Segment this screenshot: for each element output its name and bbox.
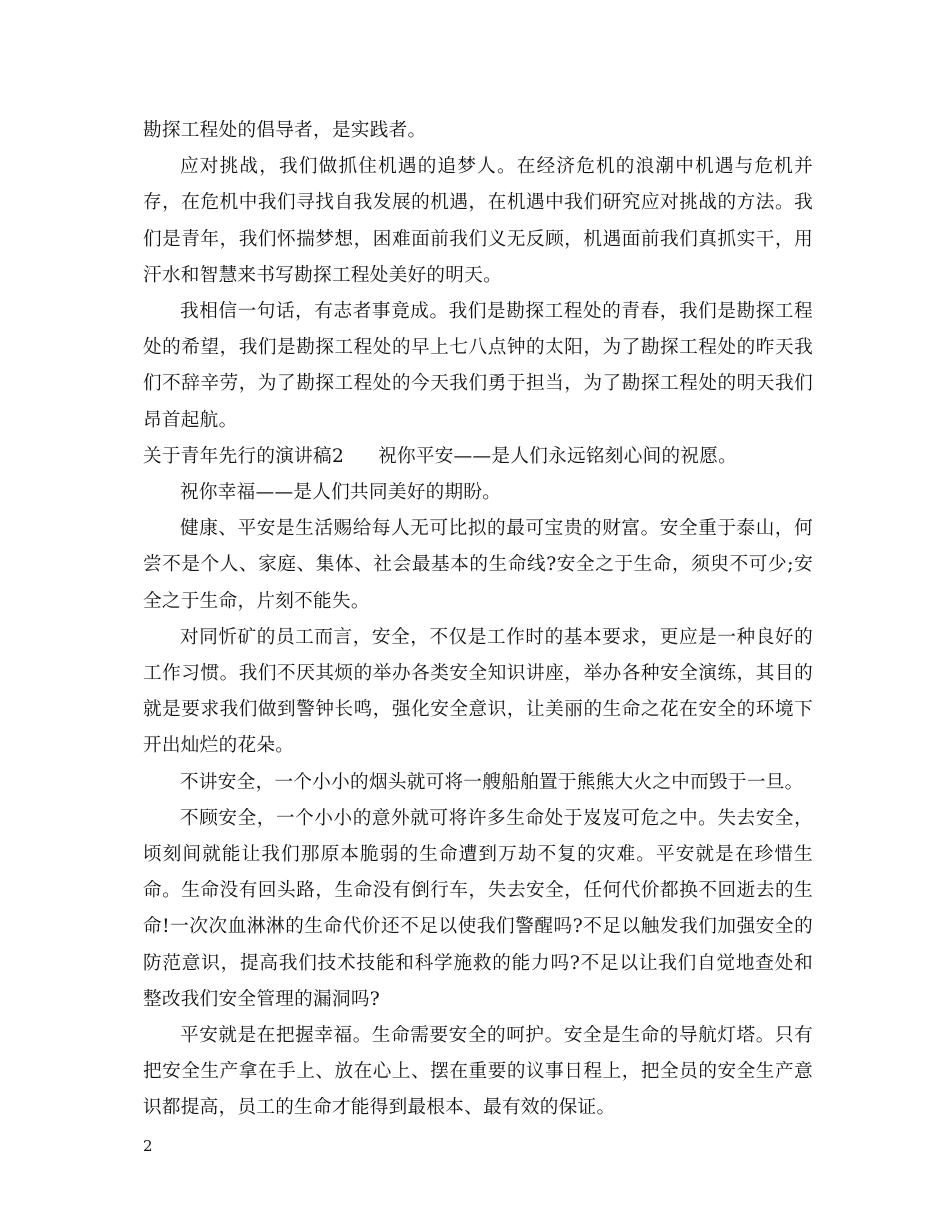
- paragraph: 我相信一句话，有志者事竟成。我们是勘探工程处的青春，我们是勘探工程处的希望，我们是勘探工程处的早上七八点钟的太阳，为了勘探工程处的昨天我们不辞辛劳，为了勘探工程处的今天我们勇于担当，为了勘探工程处的明天我们昂首起航。: [143, 301, 813, 431]
- paragraph: 不顾安全，一个小小的意外就可将许多生命处于岌岌可危之中。失去安全，顷刻间就能让我们那原本脆弱的生命遭到万劫不复的灾难。平安就是在珍惜生命。生命没有回头路，生命没有倒行车，失去安全，任何代价都换不回逝去的生命!一次次血淋淋的生命代价还不足以使我们警醒吗?不足以触发我们加强安全的防范意识，提高我们技术技能和科学施救的能力吗?不足以让我们自觉地查处和整改我们安全管理的漏洞吗?: [143, 807, 813, 1010]
- section-title-line: [143, 439, 813, 475]
- paragraph: 勘探工程处的倡导者，是实践者。: [143, 120, 427, 141]
- section-title: 关于青年先行的演讲稿2: [143, 445, 345, 467]
- section-first-line: 祝你平安——是人们永远铭刻心间的祝愿。: [378, 445, 738, 467]
- paragraph: 健康、平安是生活赐给每人无可比拟的最可宝贵的财富。安全重于泰山，何尝不是个人、家庭、集体、社会最基本的生命线?安全之于生命，须臾不可少;安全之于生命，片刻不能失。: [143, 518, 813, 612]
- paragraph: 对同忻矿的员工而言，安全，不仅是工作时的基本要求，更应是一种良好的工作习惯。我们不厌其烦的举办各类安全知识讲座，举办各种安全演练，其目的就是要求我们做到警钟长鸣，强化安全意识，让美丽的生命之花在安全的环境下开出灿烂的花朵。: [143, 626, 813, 757]
- paragraph: 应对挑战，我们做抓住机遇的追梦人。在经济危机的浪潮中机遇与危机并存，在危机中我们寻找自我发展的机遇，在机遇中我们研究应对挑战的方法。我们是青年，我们怀揣梦想，困难面前我们义无反顾，机遇面前我们真抓实干，用汗水和智慧来书写勘探工程处美好的明天。: [143, 156, 813, 286]
- page-number: 2: [143, 1137, 153, 1155]
- paragraph: 平安就是在把握幸福。生命需要安全的呵护。安全是生命的导航灯塔。只有把安全生产拿在手上、放在心上、摆在重要的议事日程上，把全员的安全生产意识都提高，员工的生命才能得到最根本、最有效的保证。: [143, 1025, 813, 1119]
- paragraph: 不讲安全，一个小小的烟头就可将一艘船舶置于熊熊大火之中而毁于一旦。: [180, 771, 804, 793]
- body-text: [143, 113, 813, 1127]
- paragraph: 祝你幸福——是人们共同美好的期盼。: [180, 482, 502, 504]
